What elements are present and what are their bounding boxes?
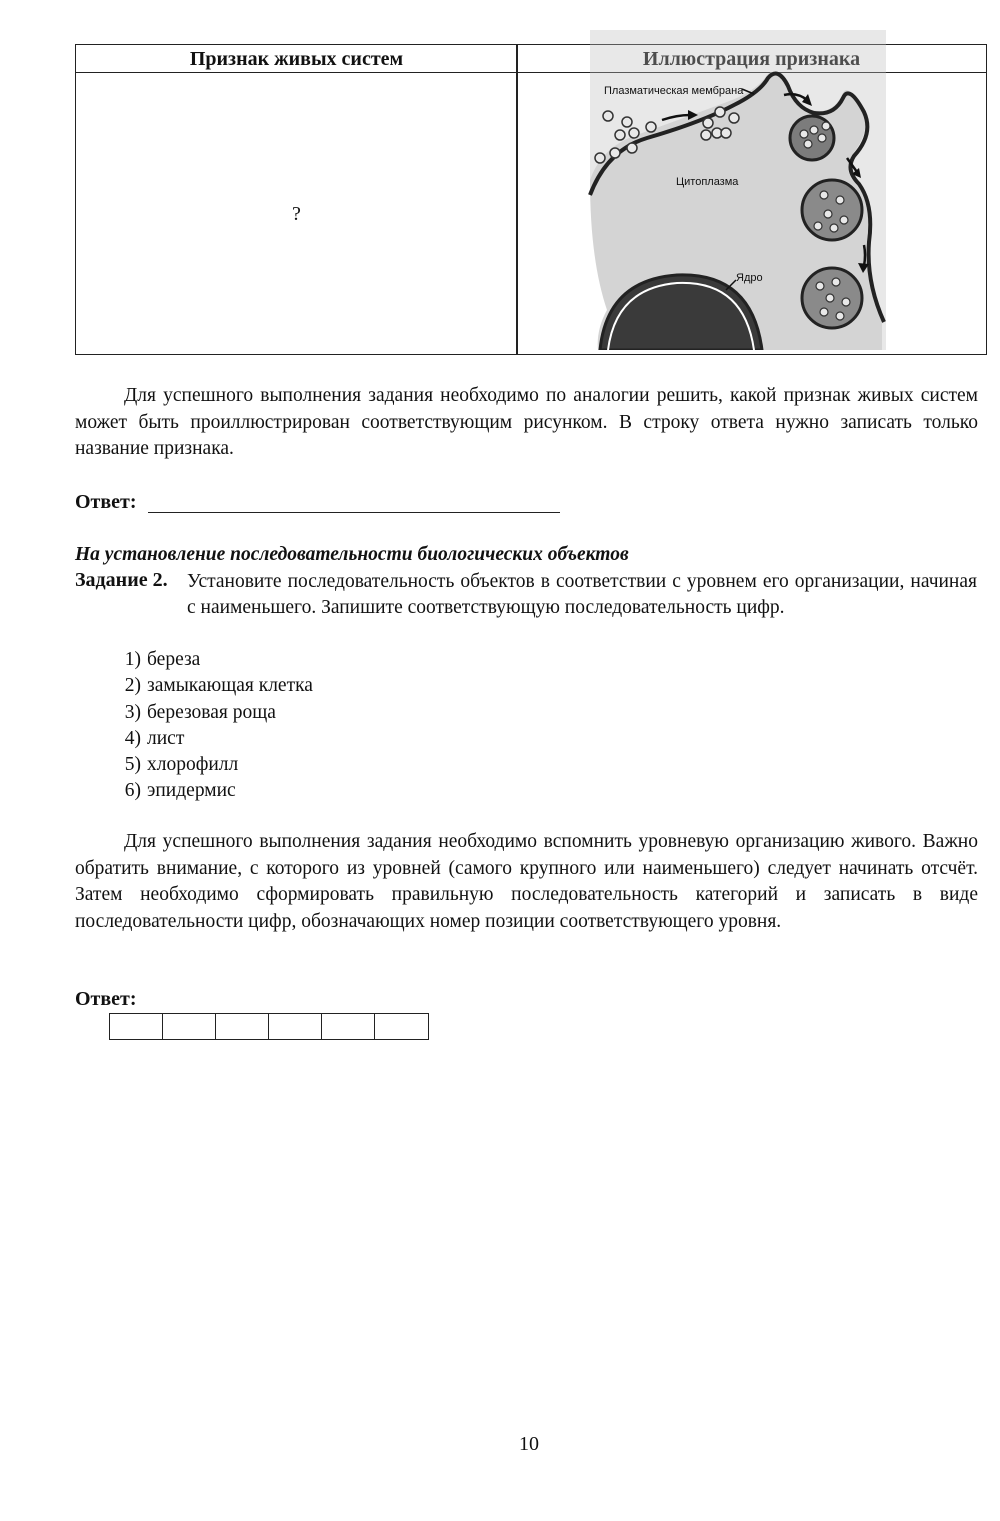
list-item: 1) береза (124, 649, 201, 670)
list-item: 4) лист (124, 727, 185, 749)
list-item: 6) эпидермис (124, 780, 236, 802)
answer-cell[interactable] (163, 1014, 216, 1039)
page-number: 10 (519, 1433, 539, 1455)
task1-answer-field[interactable] (148, 512, 560, 513)
task2-answer-label: Ответ: (75, 988, 137, 1010)
membrane-label: Плазматическая мембрана (604, 85, 744, 97)
endocytosis-illustration (512, 30, 886, 350)
task1-hint: Для успешного выполнения задания необходимо по аналогии решить, какой признак живых систем может быть проиллюстрирован соответствующим рисунком. В строку ответа нужно записать только название признака. (75, 385, 978, 459)
nucleus-label: Ядро (736, 272, 763, 284)
list-item: 3) березовая роща (124, 701, 276, 723)
answer-cell[interactable] (322, 1014, 375, 1039)
task1-answer-label: Ответ: (75, 491, 137, 513)
table-header-illustration: Иллюстрация признака (517, 45, 986, 73)
answer-cell[interactable] (216, 1014, 269, 1039)
list-item: 5) хлорофилл (124, 754, 239, 776)
section-title: На установление последовательности биологических объектов (75, 544, 629, 565)
task2-label: Задание 2. (75, 569, 168, 591)
task2-answer-grid (109, 1013, 429, 1040)
cytoplasm-label: Цитоплазма (676, 176, 739, 188)
task2-options (107, 647, 313, 805)
table-header-sign: Признак живых систем (76, 45, 517, 73)
answer-cell[interactable] (110, 1014, 163, 1039)
answer-cell[interactable] (375, 1014, 428, 1039)
task2-text: Установите последовательность объектов в соответствии с уровнем его организации, начиная с наименьшего. Запишите соответствующую последовательность цифр. (187, 571, 977, 618)
list-item: 2) замыкающая клетка (124, 675, 313, 697)
answer-cell[interactable] (269, 1014, 322, 1039)
task2-hint: Для успешного выполнения задания необходимо вспомнить уровневую организацию живого. Важно обратить внимание, с которого из уровней (самого крупного или наименьшего) следует начинать отсчёт. Затем необходимо сформировать правильную последовательность категорий и записать в виде последовательности цифр, обозначающих номер позиции соответствующего уровня. (75, 831, 978, 932)
question-mark: ? (292, 203, 301, 225)
